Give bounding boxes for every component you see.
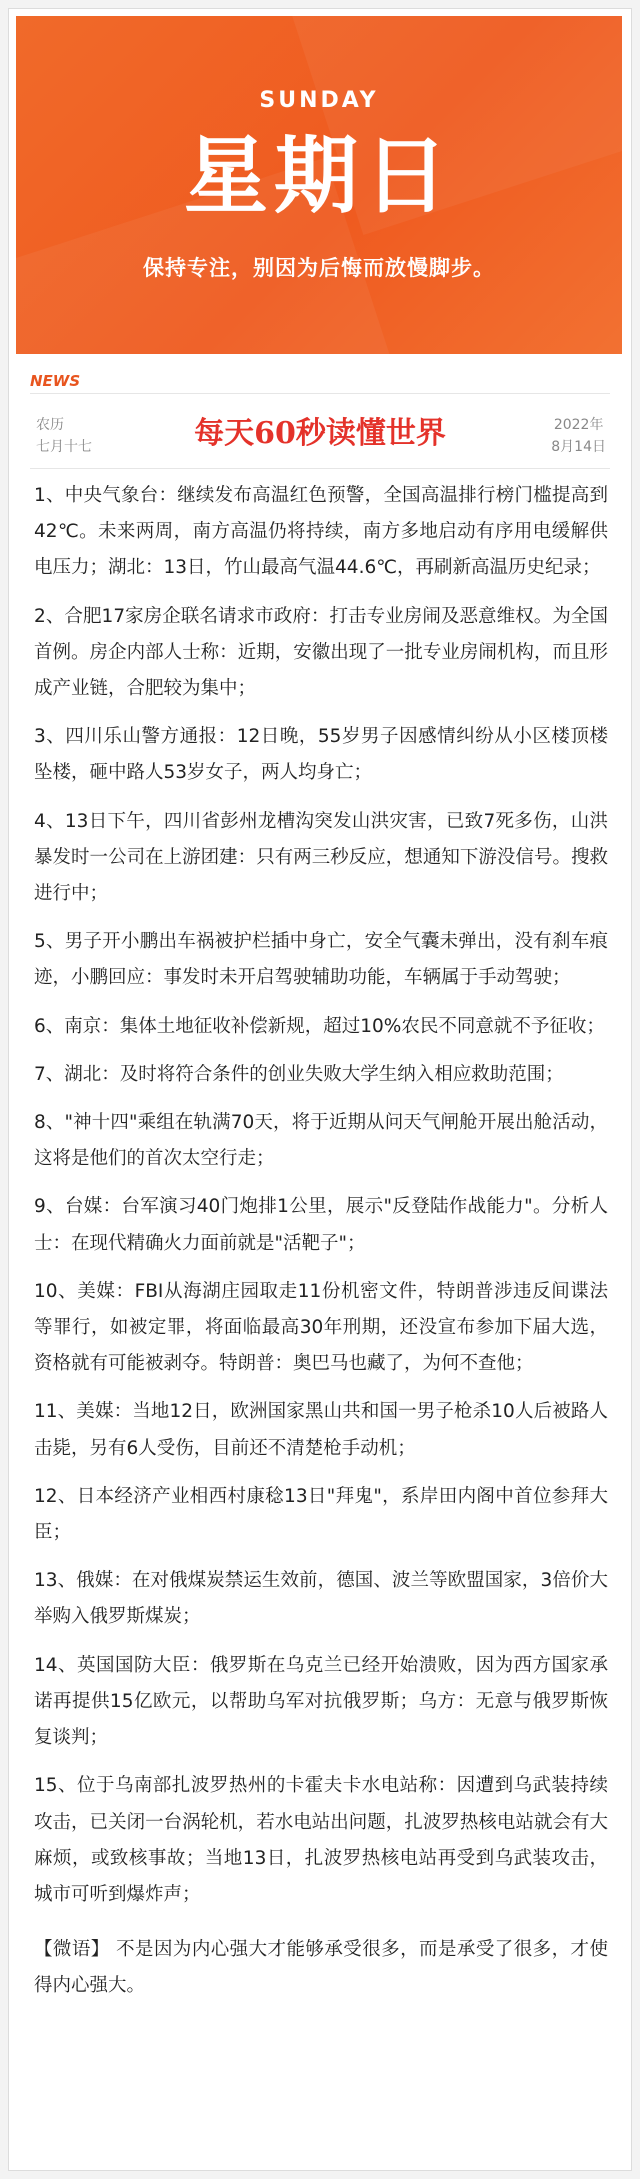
news-item: 11、美媒：当地12日，欧洲国家黑山共和国一男子枪杀10人后被路人击毙，另有6人受伤，目前还不清楚枪手动机； (34, 1401, 608, 1459)
page-title: 每天60秒读懂世界 (194, 416, 446, 451)
news-section-tag: NEWS (30, 372, 81, 390)
date-year: 2022年 (553, 417, 604, 433)
banner-english-day: SUNDAY (259, 88, 379, 113)
news-item: 13、俄媒：在对俄煤炭禁运生效前，德国、波兰等欧盟国家，3倍价大举购入俄罗斯煤炭； (34, 1570, 608, 1628)
quote-label: 【微语】 (34, 1938, 110, 1960)
news-item: 15、位于乌南部扎波罗热州的卡霍夫卡水电站称：因遭到乌武装持续攻击，已关闭一台涡轮机，若水电站出问题，扎波罗热核电站就会有大麻烦，或致核事故；当地13日，扎波罗热核电站再受到乌武装攻击，城市可听到爆炸声； (34, 1775, 608, 1905)
divider (30, 468, 610, 469)
news-item: 14、英国国防大臣：俄罗斯在乌克兰已经开始溃败，因为西方国家承诺再提供15亿欧元，以帮助乌军对抗俄罗斯；乌方：无意与俄罗斯恢复谈判； (34, 1654, 608, 1749)
lunar-date: 七月十七 (36, 439, 92, 455)
daily-quote (34, 1932, 608, 2004)
news-item: 10、美媒：FBI从海湖庄园取走11份机密文件，特朗普涉违反间谍法等罪行，如被定罪，将面临最高30年刑期，还没宣布参加下届大选，资格就有可能被剥夺。特朗普：奥巴马也藏了，为何不查他； (34, 1280, 608, 1375)
news-item: 1、中央气象台：继续发布高温红色预警，全国高温排行榜门槛提高到42℃。未来两周，南方高温仍将持续，南方多地启动有序用电缓解供电压力；湖北：13日，竹山最高气温44.6℃，再刷新高温历史纪录； (34, 485, 608, 579)
header-banner (16, 16, 622, 354)
news-item: 7、湖北：及时将符合条件的创业失败大学生纳入相应救助范围； (34, 1063, 564, 1085)
news-item: 3、四川乐山警方通报：12日晚，55岁男子因感情纠纷从小区楼顶楼坠楼，砸中路人53岁女子，两人均身亡； (34, 726, 608, 784)
news-item: 5、男子开小鹏出车祸被护栏插中身亡，安全气囊未弹出，没有刹车痕迹，小鹏回应：事发时未开启驾驶辅助功能，车辆属于手动驾驶； (34, 931, 608, 989)
news-item: 6、南京：集体土地征收补偿新规，超过10%农民不同意就不予征收； (34, 1015, 605, 1037)
news-item: 9、台媒：台军演习40门炮排1公里，展示"反登陆作战能力"。分析人士：在现代精确火力面前就是"活靶子"； (34, 1196, 608, 1254)
quote-text: 不是因为内心强大才能够承受很多，而是承受了很多，才使得内心强大。 (34, 1938, 608, 1996)
news-item: 4、13日下午，四川省彭州龙槽沟突发山洪灾害，已致7死多伤，山洪暴发时一公司在上游团建：只有两三秒反应，想通知下游没信号。搜救进行中； (34, 810, 608, 905)
news-item: 2、合肥17家房企联名请求市政府：打击专业房闹及恶意维权。为全国首例。房企内部人士称：近期，安徽出现了一批专业房闹机构，而且形成产业链，合肥较为集中； (34, 605, 608, 700)
gregorian-date-block (551, 414, 606, 458)
lunar-label: 农历 (36, 417, 64, 433)
divider (30, 393, 610, 394)
date-day: 8月14日 (551, 439, 606, 455)
news-list (34, 478, 608, 2023)
news-item: 8、"神十四"乘组在轨满70天，将于近期从问天气闸舱开展出舱活动，这将是他们的首次太空行走； (34, 1112, 608, 1170)
banner-slogan: 保持专注，别因为后悔而放慢脚步。 (143, 256, 495, 280)
banner-chinese-day: 星期日 (183, 127, 454, 225)
news-item: 12、日本经济产业相西村康稔13日"拜鬼"，系岸田内阁中首位参拜大臣； (34, 1485, 608, 1544)
